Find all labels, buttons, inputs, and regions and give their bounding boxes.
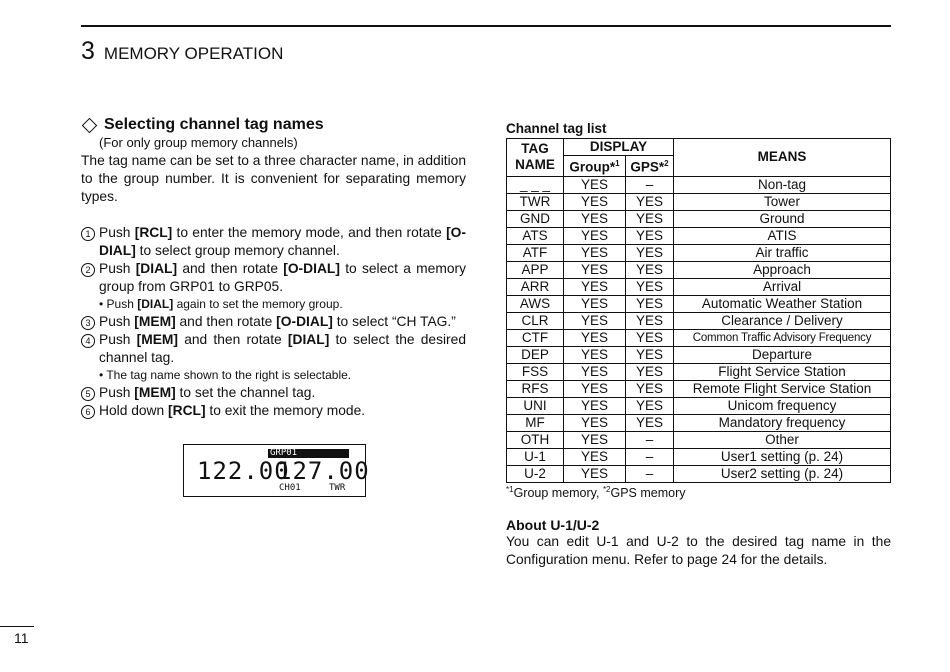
header-group-sup: 1 <box>615 159 620 168</box>
cell-group: YES <box>564 346 626 363</box>
step-number: 3 <box>81 316 95 330</box>
step-text-part: to enter the memory mode, and then rotate <box>172 225 447 240</box>
cell-tag: TWR <box>507 193 564 210</box>
step-text-part: to select group memory channel. <box>135 243 340 258</box>
step-number: 2 <box>81 263 95 277</box>
table-row <box>507 414 891 431</box>
step-note-part: [DIAL] <box>137 297 174 311</box>
chapter-title: MEMORY OPERATION <box>103 44 284 63</box>
step-item <box>81 313 466 331</box>
cell-tag: _ _ _ <box>507 176 564 193</box>
right-column <box>506 121 891 569</box>
step-text <box>99 331 466 367</box>
cell-group: YES <box>564 295 626 312</box>
cell-tag: U-1 <box>507 448 564 465</box>
step-number: 6 <box>81 405 95 419</box>
table-row <box>507 397 891 414</box>
cell-means: Automatic Weather Station <box>674 295 891 312</box>
step-text <box>99 260 466 296</box>
cell-tag: MF <box>507 414 564 431</box>
cell-gps: YES <box>626 414 674 431</box>
diamond-icon <box>82 117 98 133</box>
cell-tag: CLR <box>507 312 564 329</box>
step-item <box>81 224 466 260</box>
cell-tag: U-2 <box>507 465 564 482</box>
cell-means: ATIS <box>674 227 891 244</box>
cell-group: YES <box>564 448 626 465</box>
cell-gps: YES <box>626 295 674 312</box>
chapter-header <box>81 37 283 66</box>
cell-group: YES <box>564 465 626 482</box>
channel-tag-table <box>506 138 891 483</box>
step-marker <box>81 331 99 367</box>
cell-group: YES <box>564 380 626 397</box>
cell-gps: YES <box>626 346 674 363</box>
cell-means: Other <box>674 431 891 448</box>
step-text <box>99 313 466 331</box>
cell-group: YES <box>564 312 626 329</box>
step-text-part: Hold down <box>99 403 169 418</box>
cell-group: YES <box>564 261 626 278</box>
step-marker <box>81 402 99 420</box>
cell-tag: APP <box>507 261 564 278</box>
footnote-text2: GPS memory <box>610 485 686 500</box>
table-row <box>507 448 891 465</box>
cell-means: Departure <box>674 346 891 363</box>
step-text-part: [MEM] <box>134 314 176 329</box>
step-item <box>81 260 466 296</box>
cell-group: YES <box>564 210 626 227</box>
step-text-part: [DIAL] <box>287 332 330 347</box>
left-column <box>81 116 466 420</box>
cell-gps: YES <box>626 363 674 380</box>
cell-group: YES <box>564 431 626 448</box>
section-subtitle: (For only group memory channels) <box>99 135 298 150</box>
lcd-group: GRP01 <box>270 448 298 458</box>
step-number: 1 <box>81 227 95 241</box>
cell-tag: ATS <box>507 227 564 244</box>
table-row <box>507 465 891 482</box>
table-row <box>507 244 891 261</box>
table-row <box>507 176 891 193</box>
step-text-part: to exit the memory mode. <box>205 403 366 418</box>
table-row <box>507 363 891 380</box>
cell-means: User2 setting (p. 24) <box>674 465 891 482</box>
cell-means: Mandatory frequency <box>674 414 891 431</box>
lcd-freq2: 127.00 <box>277 457 370 485</box>
cell-tag: RFS <box>507 380 564 397</box>
step-text-part: Push <box>99 261 136 276</box>
cell-group: YES <box>564 278 626 295</box>
table-row <box>507 227 891 244</box>
cell-tag: ATF <box>507 244 564 261</box>
step-text-part: to select the desired channel tag. <box>99 332 466 365</box>
section-intro: The tag name can be set to a three character name, in addition to the group number. It is convenient for separating memory types. <box>81 153 467 204</box>
cell-gps: YES <box>626 278 674 295</box>
lcd-display <box>183 444 370 497</box>
cell-gps: YES <box>626 210 674 227</box>
step-text-part: [RCL] <box>134 225 173 240</box>
cell-group: YES <box>564 193 626 210</box>
cell-group: YES <box>564 176 626 193</box>
step-note <box>99 367 466 384</box>
page-number-rule <box>0 626 34 627</box>
cell-gps: YES <box>626 261 674 278</box>
cell-group: YES <box>564 329 626 346</box>
step-text-part: to select a memory group from GRP01 to GRP05. <box>99 261 466 294</box>
header-group <box>564 156 626 177</box>
step-text-part: and then rotate <box>175 314 277 329</box>
step-text <box>99 224 466 260</box>
about-text: You can edit U-1 and U-2 to the desired tag name in the Configuration menu. Refer to page 24 for the details. <box>506 533 891 567</box>
cell-group: YES <box>564 414 626 431</box>
step-text <box>99 402 466 420</box>
cell-group: YES <box>564 244 626 261</box>
table-row <box>507 312 891 329</box>
step-note-part: • Push <box>99 297 138 311</box>
section-heading <box>81 116 466 134</box>
cell-group: YES <box>564 363 626 380</box>
top-rule <box>81 25 891 27</box>
steps-list <box>81 224 466 420</box>
step-text <box>99 384 466 402</box>
cell-means: Approach <box>674 261 891 278</box>
cell-gps: YES <box>626 329 674 346</box>
cell-gps: YES <box>626 193 674 210</box>
table-body <box>507 176 891 482</box>
step-text-part: [O-DIAL] <box>276 314 333 329</box>
section-title: Selecting channel tag names <box>104 116 324 133</box>
table-row <box>507 193 891 210</box>
step-text-part: [O-DIAL] <box>283 261 340 276</box>
table-row <box>507 329 891 346</box>
lcd-tag: TWR <box>329 483 346 493</box>
step-text-part: Push <box>99 225 135 240</box>
cell-gps: YES <box>626 397 674 414</box>
step-text-part: [MEM] <box>136 332 179 347</box>
step-note-part: • The tag name shown to the right is selectable. <box>99 368 352 382</box>
step-item <box>81 402 466 420</box>
step-marker <box>81 260 99 296</box>
step-marker <box>81 224 99 260</box>
cell-tag: AWS <box>507 295 564 312</box>
cell-tag: CTF <box>507 329 564 346</box>
header-display: DISPLAY <box>564 139 674 156</box>
step-text-part: [RCL] <box>168 403 206 418</box>
page-number: 11 <box>14 630 29 646</box>
cell-tag: FSS <box>507 363 564 380</box>
cell-tag: ARR <box>507 278 564 295</box>
cell-means: Clearance / Delivery <box>674 312 891 329</box>
cell-gps: YES <box>626 312 674 329</box>
table-caption: Channel tag list <box>506 121 607 136</box>
step-text-part: [MEM] <box>134 385 176 400</box>
cell-means: Common Traffic Advisory Frequency <box>674 329 891 346</box>
cell-gps: – <box>626 431 674 448</box>
step-text-part: [O-DIAL] <box>99 225 466 258</box>
header-gps-label: GPS* <box>630 159 665 175</box>
cell-means: Non-tag <box>674 176 891 193</box>
cell-means: User1 setting (p. 24) <box>674 448 891 465</box>
step-text-part: Push <box>99 385 135 400</box>
table-row <box>507 346 891 363</box>
cell-means: Air traffic <box>674 244 891 261</box>
cell-tag: UNI <box>507 397 564 414</box>
footnote-sup1: *1 <box>506 484 514 494</box>
header-gps <box>626 156 674 177</box>
step-number: 5 <box>81 387 95 401</box>
header-tag-label: TAG NAME <box>515 141 555 173</box>
step-marker <box>81 384 99 402</box>
cell-means: Unicom frequency <box>674 397 891 414</box>
cell-gps: YES <box>626 227 674 244</box>
cell-group: YES <box>564 397 626 414</box>
header-tag-name <box>507 139 564 177</box>
cell-gps: – <box>626 448 674 465</box>
cell-tag: OTH <box>507 431 564 448</box>
table-row <box>507 431 891 448</box>
step-text-part: Push <box>99 314 135 329</box>
header-gps-sup: 2 <box>664 159 669 168</box>
step-text-part: to set the channel tag. <box>175 385 316 400</box>
footnote-sup2: *2 <box>602 484 611 494</box>
cell-means: Flight Service Station <box>674 363 891 380</box>
about-title: About U-1/U-2 <box>506 516 600 533</box>
lcd-freq1: 122.00 <box>197 457 290 485</box>
step-note-part: again to set the memory group. <box>173 297 343 311</box>
cell-gps: – <box>626 176 674 193</box>
step-text-part: and then rotate <box>178 332 288 347</box>
chapter-number: 3 <box>81 37 95 65</box>
header-means: MEANS <box>674 139 891 177</box>
step-note <box>99 296 466 313</box>
cell-means: Remote Flight Service Station <box>674 380 891 397</box>
table-row <box>507 380 891 397</box>
step-number: 4 <box>81 334 95 348</box>
cell-means: Arrival <box>674 278 891 295</box>
cell-gps: YES <box>626 380 674 397</box>
table-row <box>507 295 891 312</box>
table-row <box>507 278 891 295</box>
step-text-part: [DIAL] <box>135 261 178 276</box>
table-row <box>507 261 891 278</box>
table-footnote <box>506 485 891 500</box>
step-text-part: and then rotate <box>177 261 284 276</box>
cell-group: YES <box>564 227 626 244</box>
cell-gps: – <box>626 465 674 482</box>
lcd-channel: CH01 <box>279 483 301 493</box>
step-marker <box>81 313 99 331</box>
step-text-part: to select “CH TAG.” <box>332 314 456 329</box>
header-group-label: Group* <box>569 159 616 175</box>
cell-gps: YES <box>626 244 674 261</box>
cell-means: Ground <box>674 210 891 227</box>
step-text-part: Push <box>99 332 137 347</box>
step-item <box>81 331 466 367</box>
cell-tag: GND <box>507 210 564 227</box>
cell-means: Tower <box>674 193 891 210</box>
cell-tag: DEP <box>507 346 564 363</box>
table-row <box>507 210 891 227</box>
footnote-text1: Group memory, <box>513 485 603 500</box>
step-item <box>81 384 466 402</box>
